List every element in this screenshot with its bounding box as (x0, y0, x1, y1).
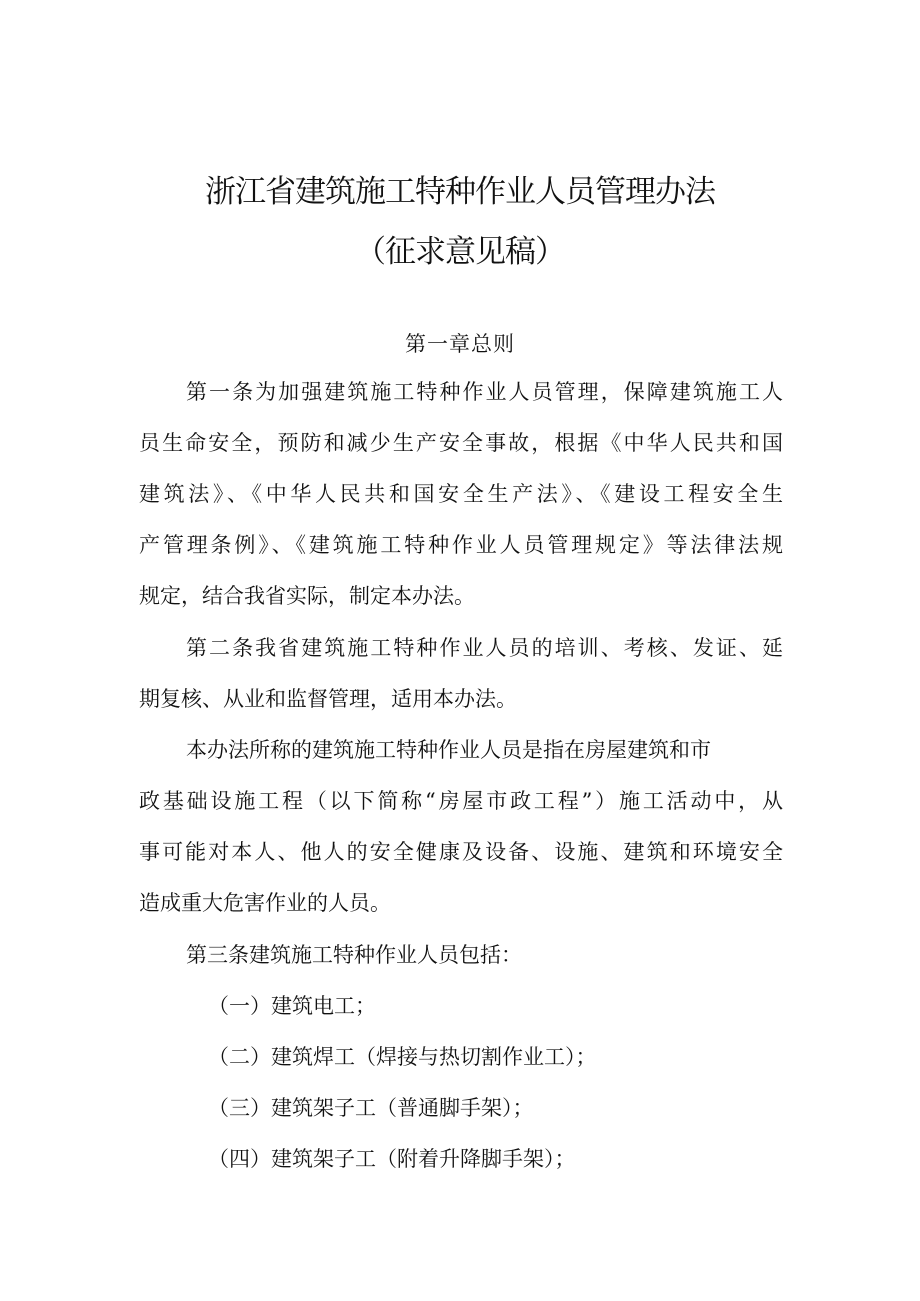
paragraph-line: 期复核、从业和监督管理，适用本办法。 (139, 687, 517, 711)
paragraph-line: 员生命安全，预防和减少生产安全事故，根据《中华人民共和国 (139, 431, 783, 455)
paragraph-line: 规定，结合我省实际，制定本办法。 (139, 584, 475, 608)
paragraph-line: 第三条建筑施工特种作业人员包括： (186, 943, 522, 967)
document-title: 浙江省建筑施工特种作业人员管理办法 (205, 174, 715, 210)
paragraph-line: 造成重大危害作业的人员。 (139, 891, 391, 915)
list-item: （四）建筑架子工（附着升降脚手架）； (208, 1147, 576, 1171)
list-item: （二）建筑焊工（焊接与热切割作业工）； (208, 1045, 597, 1069)
document-subtitle: （征求意见稿） (355, 234, 565, 270)
paragraph-line: 产管理条例》、《建筑施工特种作业人员管理规定》等法律法规 (139, 533, 783, 557)
paragraph-line: 事可能对本人、他人的安全健康及设备、设施、建筑和环境安全 (139, 840, 783, 864)
paragraph-line: 第二条我省建筑施工特种作业人员的培训、考核、发证、延 (186, 636, 783, 660)
paragraph-line: 建筑法》、《中华人民共和国安全生产法》、《建设工程安全生 (139, 482, 783, 506)
list-item: （三）建筑架子工（普通脚手架）； (208, 1096, 534, 1120)
paragraph-line: 本办法所称的建筑施工特种作业人员是指在房屋建筑和市 (186, 738, 711, 762)
paragraph-line: 政基础设施工程（以下简称“房屋市政工程”）施工活动中，从 (139, 789, 783, 813)
list-item: （一）建筑电工； (208, 994, 376, 1018)
chapter-heading: 第一章总则 (405, 332, 515, 356)
paragraph-line: 第一条为加强建筑施工特种作业人员管理，保障建筑施工人 (186, 380, 783, 404)
